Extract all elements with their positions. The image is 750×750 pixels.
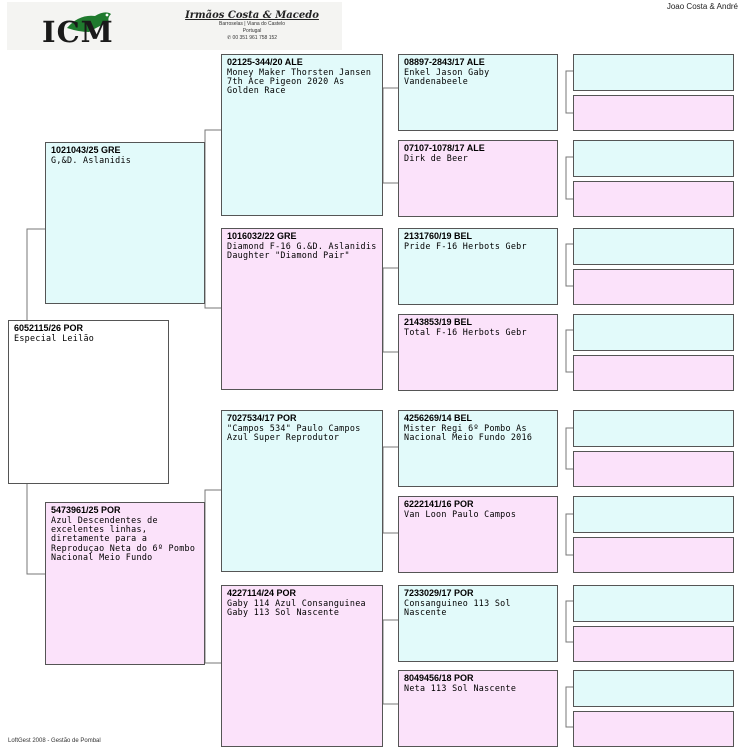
sire-dam-ring: 1016032/22 GRE [227, 231, 297, 241]
gen3-info: Dirk de Beer [404, 153, 469, 163]
subject-card [8, 320, 169, 484]
gen3-card [398, 228, 558, 305]
gen3-ring: 7233029/17 POR [404, 588, 474, 598]
gen3-card [398, 585, 558, 662]
gen4-empty-card [573, 269, 734, 305]
gen3-ring: 8049456/18 POR [404, 673, 474, 683]
dam-sire-card [221, 410, 383, 572]
dam-sire-ring: 7027534/17 POR [227, 413, 297, 423]
brand-address: Barroselas | Viana do Castelo [219, 21, 285, 27]
gen3-info: Neta 113 Sol Nascente [404, 683, 517, 693]
gen4-empty-card [573, 537, 734, 573]
sire-dam-card [221, 228, 383, 390]
gen3-info: Van Loon Paulo Campos [404, 509, 517, 519]
dam-card [45, 502, 205, 665]
gen3-card [398, 496, 558, 573]
owner-name: Joao Costa & André [666, 2, 738, 11]
gen3-ring: 2143853/19 BEL [404, 317, 473, 327]
dam-sire-info: "Campos 534" Paulo Campos Azul Super Reprodutor [227, 423, 366, 443]
gen3-info: Mister Regi 6º Pombo As Nacional Meio Fundo 2016 [404, 423, 533, 443]
logo-text: ICM [42, 15, 114, 49]
gen3-card [398, 54, 558, 131]
sire-sire-card [221, 54, 383, 216]
gen3-card [398, 670, 558, 747]
gen4-empty-card [573, 626, 734, 662]
gen4-empty-card [573, 355, 734, 391]
gen3-card [398, 140, 558, 217]
gen4-empty-card [573, 585, 734, 622]
footer-credit: LoftGest 2008 - Gestão de Pombal [8, 738, 101, 744]
gen3-info: Total F-16 Herbots Gebr [404, 327, 527, 337]
gen4-empty-card [573, 54, 734, 91]
sire-card [45, 142, 205, 304]
gen4-empty-card [573, 95, 734, 131]
gen4-empty-card [573, 410, 734, 447]
phone-icon: ✆ [226, 35, 233, 41]
gen4-empty-card [573, 496, 734, 533]
sire-dam-info: Diamond F-16 G.&D. Aslanidis Daughter "Diamond Pair" [227, 241, 382, 261]
dam-info: Azul Descendentes de excelentes linhas, diretamente para a Reproduçao Neta do 6º Pombo Nacional Meio Fundo [51, 515, 201, 562]
sire-sire-ring: 02125-344/20 ALE [227, 57, 303, 67]
sire-info: G,&D. Aslanidis [51, 155, 132, 165]
gen3-ring: 6222141/16 POR [404, 499, 474, 509]
subject-info: Especial Leilão [14, 333, 95, 343]
brand-phone: 00 351 961 758 152 [232, 35, 278, 41]
gen4-empty-card [573, 711, 734, 747]
brand-country: Portugal [242, 28, 262, 34]
gen4-empty-card [573, 670, 734, 707]
gen4-empty-card [573, 314, 734, 351]
sire-sire-info: Money Maker Thorsten Jansen 7th Ace Pigeon 2020 As Golden Race [227, 67, 377, 96]
gen3-info: Enkel Jason Gaby Vandenabeele [404, 67, 495, 87]
gen3-card [398, 314, 558, 391]
gen3-ring: 07107-1078/17 ALE [404, 143, 485, 153]
dam-dam-info: Gaby 114 Azul Consanguinea Gaby 113 Sol Nascente [227, 598, 372, 618]
gen4-empty-card [573, 181, 734, 217]
gen3-info: Pride F-16 Herbots Gebr [404, 241, 527, 251]
gen4-empty-card [573, 451, 734, 487]
gen3-ring: 2131760/19 BEL [404, 231, 473, 241]
gen3-ring: 08897-2843/17 ALE [404, 57, 485, 67]
brand-name: Irmãos Costa & Macedo [185, 10, 319, 21]
dam-dam-card [221, 585, 383, 747]
dam-dam-ring: 4227114/24 POR [227, 588, 297, 598]
gen3-info: Consanguineo 113 Sol Nascente [404, 598, 517, 618]
subject-ring: 6052115/26 POR [14, 323, 84, 333]
gen4-empty-card [573, 140, 734, 177]
gen3-card [398, 410, 558, 487]
sire-ring: 1021043/25 GRE [51, 145, 121, 155]
gen4-empty-card [573, 228, 734, 265]
dam-ring: 5473961/25 POR [51, 505, 121, 515]
gen3-ring: 4256269/14 BEL [404, 413, 473, 423]
